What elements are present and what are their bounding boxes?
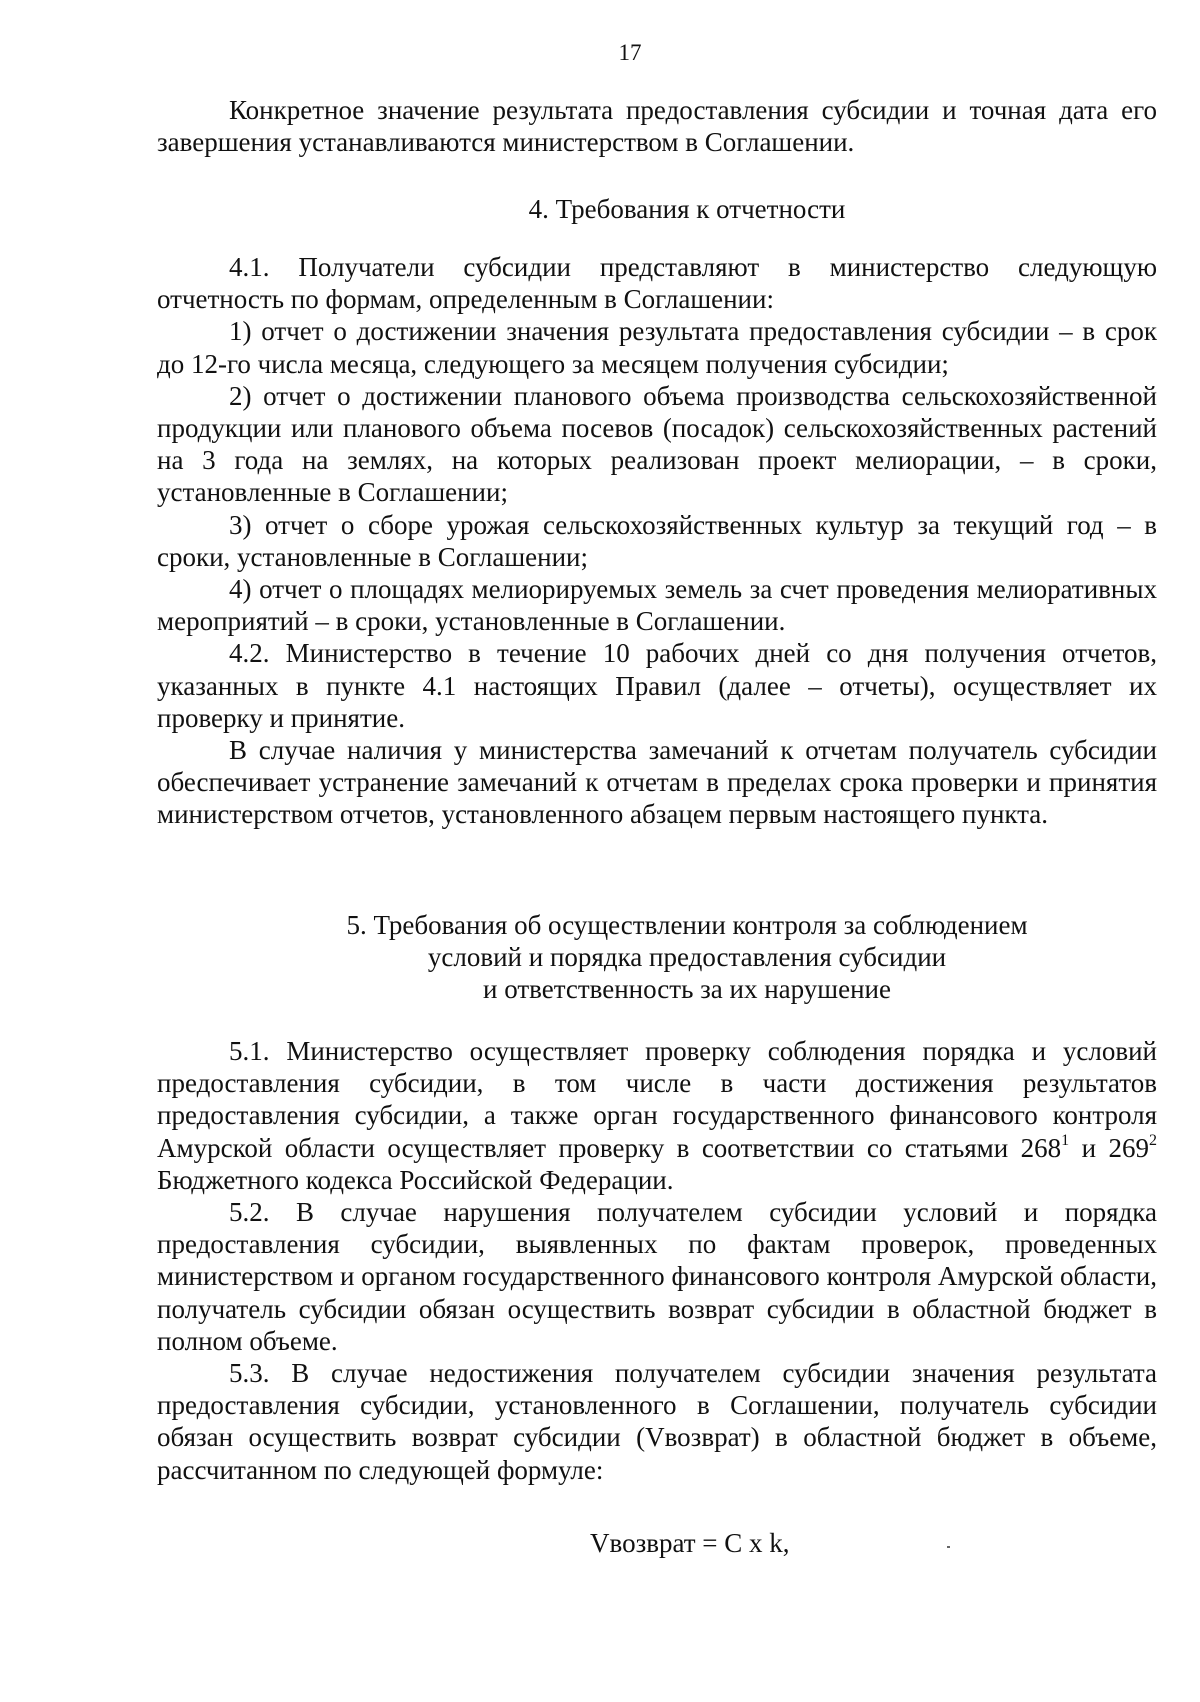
paragraph-4-1: 4.1. Получатели субсидии представляют в министерство следующую отчетность по формам, определенным в Соглашении: [157, 252, 1157, 315]
section-5-heading-line-2: условий и порядка предоставления субсидии [427, 942, 947, 973]
paragraph-5-3: 5.3. В случае недостижения получателем субсидии значения результата предоставления субсидии, установленного в Соглашении, получатель субсидии обязан осуществить возврат субсидии (Vвозврат) в областной бюджет в объеме, рассчитанном по следующей формуле: [157, 1358, 1157, 1485]
section-4-body [157, 251, 1157, 831]
section-5-heading-line-3: и ответственность за их нарушение [483, 974, 891, 1005]
paragraph-5-2: 5.2. В случае нарушения получателем субсидии условий и порядка предоставления субсидии, выявленных по фактам проверок, проведенных министерством и органом государственного финансового контроля Амурской области, получатель субсидии обязан осуществить возврат субсидии в областной бюджет в полном объеме. [157, 1197, 1157, 1356]
paragraph-4-2-second: В случае наличия у министерства замечаний к отчетам получатель субсидии обеспечивает устранение замечаний к отчетам в пределах срока проверки и принятия министерством отчетов, установленного абзацем первым настоящего пункта. [157, 735, 1157, 830]
list-item-2: 2) отчет о достижении планового объема производства сельскохозяйственной продукции или планового объема посевов (посадок) сельскохозяйственных растений на 3 года на землях, на которых реализован проект мелиорации, – в сроки, установленные в Соглашении; [157, 380, 1157, 508]
list-item-3: 3) отчет о сборе урожая сельскохозяйственных культур за текущий год – в сроки, установленные в Соглашении; [157, 509, 1157, 572]
section-5-heading [157, 909, 1157, 1006]
paragraph-5-1-text-start: 5.1. Министерство осуществляет проверку соблюдения порядка и условий предоставления субсидии, в том числе в части достижения результатов предоставления субсидии, а также орган государственного финансового контроля Амурской области осуществляет проверку в соответствии со статьями 268 [157, 1036, 1157, 1163]
paragraph-4-2: 4.2. Министерство в течение 10 рабочих дней со дня получения отчетов, указанных в пункте 4.1 настоящих Правил (далее – отчеты), осуществляет их проверку и принятие. [157, 638, 1157, 733]
paragraph-5-1-text-end: Бюджетного кодекса Российской Федерации. [157, 1164, 674, 1195]
paragraph-5-1-text-mid: и 269 [1069, 1132, 1150, 1163]
page-number: 17 [618, 40, 642, 65]
scan-speck [947, 1546, 950, 1548]
footnote-superscript-2: 2 [1149, 1131, 1158, 1149]
list-item-4: 4) отчет о площадях мелиорируемых земель за счет проведения мелиоративных мероприятий – в сроки, установленные в Соглашении. [157, 574, 1157, 637]
section-4-heading: 4. Требования к отчетности [528, 194, 846, 224]
intro-paragraph: Конкретное значение результата предоставления субсидии и точная дата его завершения устанавливаются министерством в Соглашении. [157, 95, 1157, 158]
section-5-body [157, 1035, 1157, 1486]
section-5-heading-line-1: 5. Требования об осуществлении контроля за соблюдением [346, 910, 1028, 940]
list-item-1: 1) отчет о достижении значения результата предоставления субсидии – в срок до 12-го числа месяца, следующего за месяцем получения субсидии; [157, 316, 1157, 379]
intro-block [157, 94, 1157, 158]
formula: Vвозврат = C x k, [590, 1528, 790, 1558]
footnote-superscript-1: 1 [1061, 1131, 1070, 1149]
paragraph-5-1 [157, 1035, 1157, 1196]
